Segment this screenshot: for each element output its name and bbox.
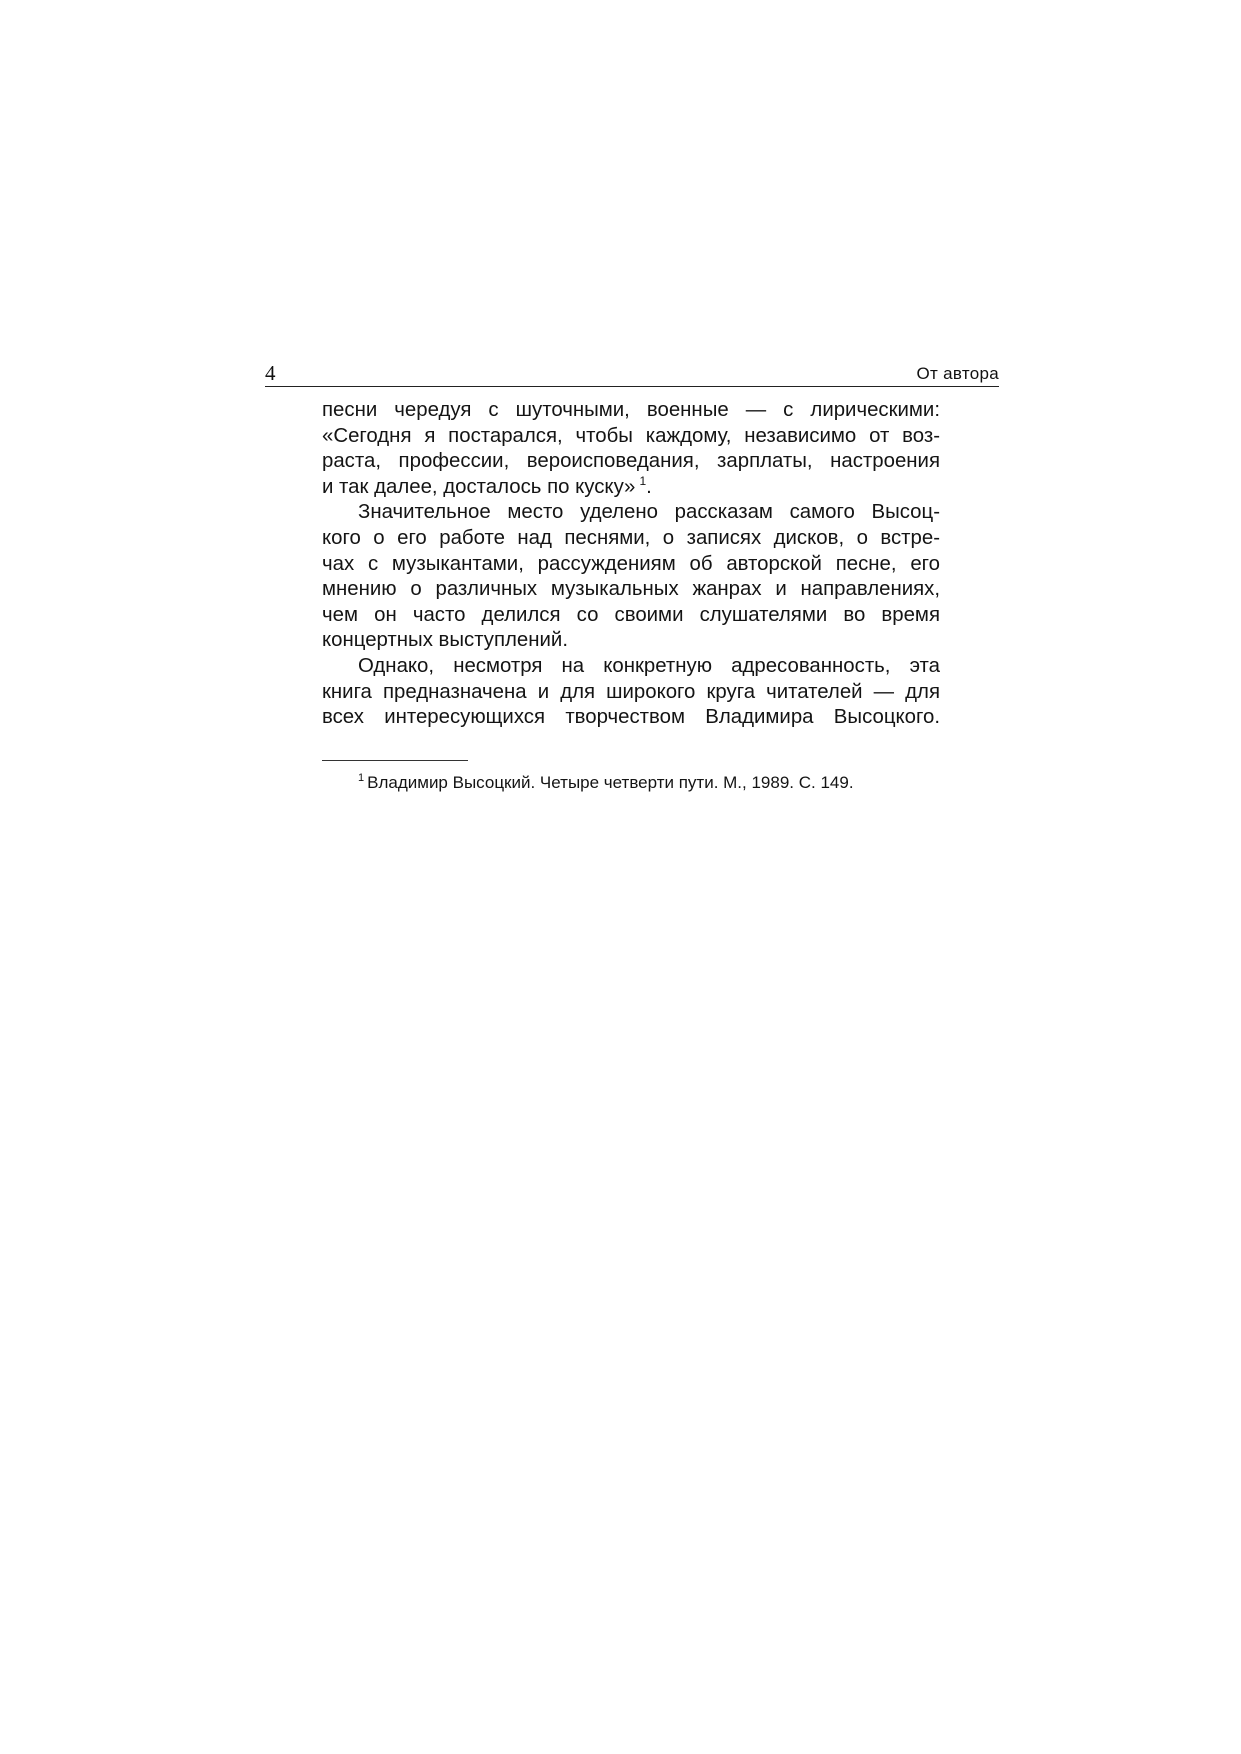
footnote-mark: 1 (358, 772, 365, 785)
text-line: мнению о различных музыкальных жанрах и направлениях, (322, 578, 940, 601)
paragraph (322, 654, 940, 731)
text-line: кого о его работе над песнями, о записях дисков, о встре- (322, 526, 940, 549)
footnote (358, 772, 940, 794)
text-line: чах с музыкантами, рассуждениям об авторской песне, его (322, 552, 940, 575)
text-line-content: и так далее, досталось по куску» (322, 475, 636, 498)
trailing-punctuation: . (646, 475, 652, 498)
footnote-reference: 1 (639, 473, 647, 488)
text-line: чем он часто делился со своими слушателями во время (322, 603, 940, 626)
paragraph (322, 500, 940, 654)
body-text (322, 398, 940, 731)
running-head (265, 362, 999, 387)
paragraph (322, 398, 940, 500)
footnote-divider (322, 760, 468, 761)
text-line: раста, профессии, вероисповедания, зарплаты, настроения (322, 450, 940, 473)
footnote-text: Владимир Высоцкий. Четыре четверти пути. М., 1989. С. 149. (367, 773, 854, 792)
page-number: 4 (265, 361, 276, 385)
text-line: всех интересующихся творчеством Владимира Высоцкого. (322, 706, 940, 729)
running-title: От автора (916, 364, 999, 383)
text-line (322, 475, 940, 501)
text-line: концертных выступлений. (322, 629, 568, 652)
text-line: книга предназначена и для широкого круга читателей — для (322, 680, 940, 703)
text-line: Значительное место уделено рассказам самого Высоц- (358, 501, 940, 524)
text-line: «Сегодня я постарался, чтобы каждому, независимо от воз- (322, 424, 940, 447)
text-line: Однако, несмотря на конкретную адресованность, эта (358, 654, 940, 677)
text-line: песни чередуя с шуточными, военные — с лирическими: (322, 399, 940, 421)
